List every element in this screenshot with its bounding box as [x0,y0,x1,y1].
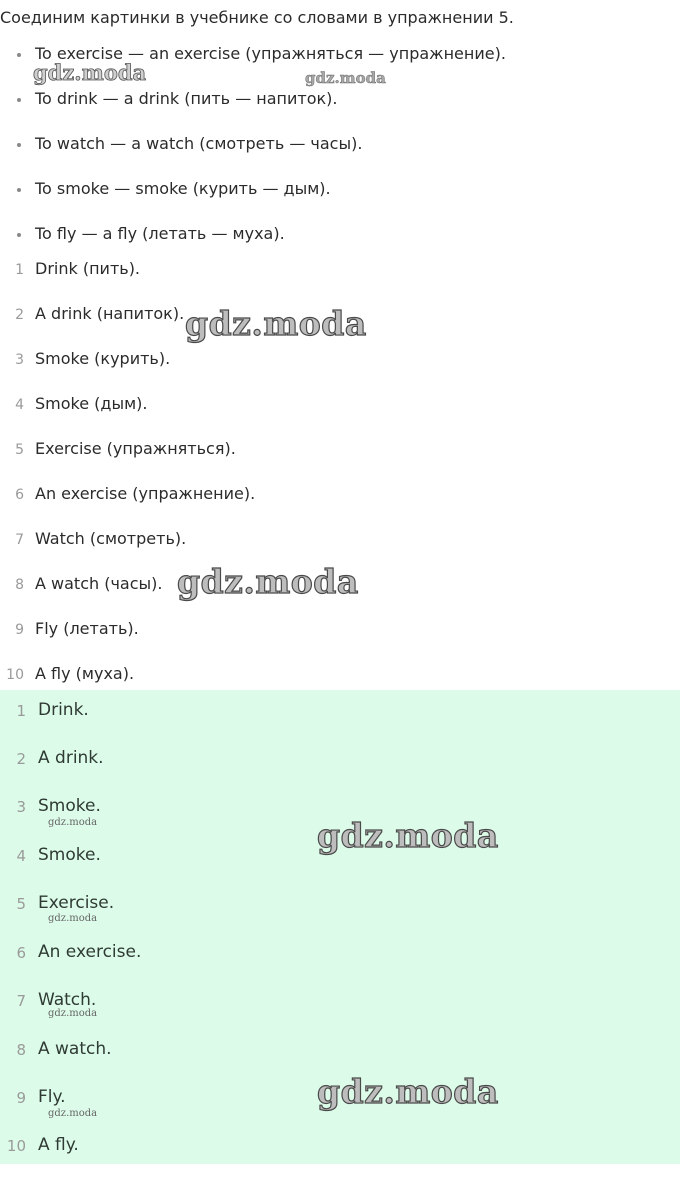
watermark-logo: gdz.moda [317,816,499,855]
watermark-logo: gdz.moda [48,913,98,924]
list-item-text: Watch (смотреть). [35,529,187,548]
answer-text: Drink. [38,700,89,720]
list-number: 5 [15,442,24,458]
bullet-text: To drink — a drink (пить — напиток). [35,89,338,108]
answer-text: Watch. [38,990,97,1010]
watermark-logo: gdz.moda [33,60,147,85]
list-item-text: Fly (летать). [35,619,139,638]
list-number: 9 [15,622,24,638]
list-item-text: An exercise (упражнение). [35,484,256,503]
answer-text: Smoke. [38,845,101,865]
answer-number: 4 [16,847,26,865]
watermark-logo: gdz.moda [305,69,386,87]
answer-text: A fly. [38,1135,79,1155]
list-item-text: Drink (пить). [35,259,141,278]
answer-text: A watch. [38,1039,112,1059]
list-item-text: A drink (напиток). [35,304,185,323]
watermark-logo: gdz.moda [317,1072,499,1111]
watermark-logo: gdz.moda [48,817,98,828]
list-item-text: A watch (часы). [35,574,163,593]
list-item-text: A fly (муха). [35,664,135,683]
bullet-dot-icon [17,233,21,237]
watermark-logo: gdz.moda [177,562,359,601]
watermark-logo: gdz.moda [185,304,367,343]
list-item-text: Smoke (дым). [35,394,148,413]
answer-text: A drink. [38,748,104,768]
bullet-dot-icon [17,98,21,102]
list-number: 3 [15,352,24,368]
watermark-logo: gdz.moda [48,1008,98,1019]
answer-number: 2 [16,750,26,768]
list-number: 7 [15,532,24,548]
answer-number: 1 [16,702,26,720]
answer-number: 10 [6,1137,26,1155]
list-item-text: Exercise (упражняться). [35,439,236,458]
bullet-text: To smoke — smoke (курить — дым). [35,179,331,198]
list-number: 4 [15,397,24,413]
answer-number: 6 [16,944,26,962]
list-number: 6 [15,487,24,503]
list-number: 10 [6,667,24,683]
bullet-text: To watch — a watch (смотреть — часы). [35,134,363,153]
intro-text: Соединим картинки в учебнике со словами в упражнении 5. [0,8,514,27]
answer-text: Exercise. [38,893,115,913]
list-number: 2 [15,307,24,323]
answer-text: An exercise. [38,942,142,962]
bullet-text: To fly — a fly (летать — муха). [35,224,285,243]
bullet-dot-icon [17,143,21,147]
answer-number: 9 [16,1089,26,1107]
answer-box [0,690,680,1164]
answer-number: 5 [16,895,26,913]
watermark-logo: gdz.moda [48,1108,98,1119]
answer-number: 3 [16,798,26,816]
answer-text: Fly. [38,1087,66,1107]
list-number: 1 [15,262,24,278]
list-item-text: Smoke (курить). [35,349,171,368]
bullet-dot-icon [17,188,21,192]
answer-text: Smoke. [38,796,101,816]
bullet-text: To exercise — an exercise (упражняться — упражнение). [35,44,506,63]
answer-number: 7 [16,992,26,1010]
answer-number: 8 [16,1041,26,1059]
list-number: 8 [15,577,24,593]
bullet-dot-icon [17,53,21,57]
